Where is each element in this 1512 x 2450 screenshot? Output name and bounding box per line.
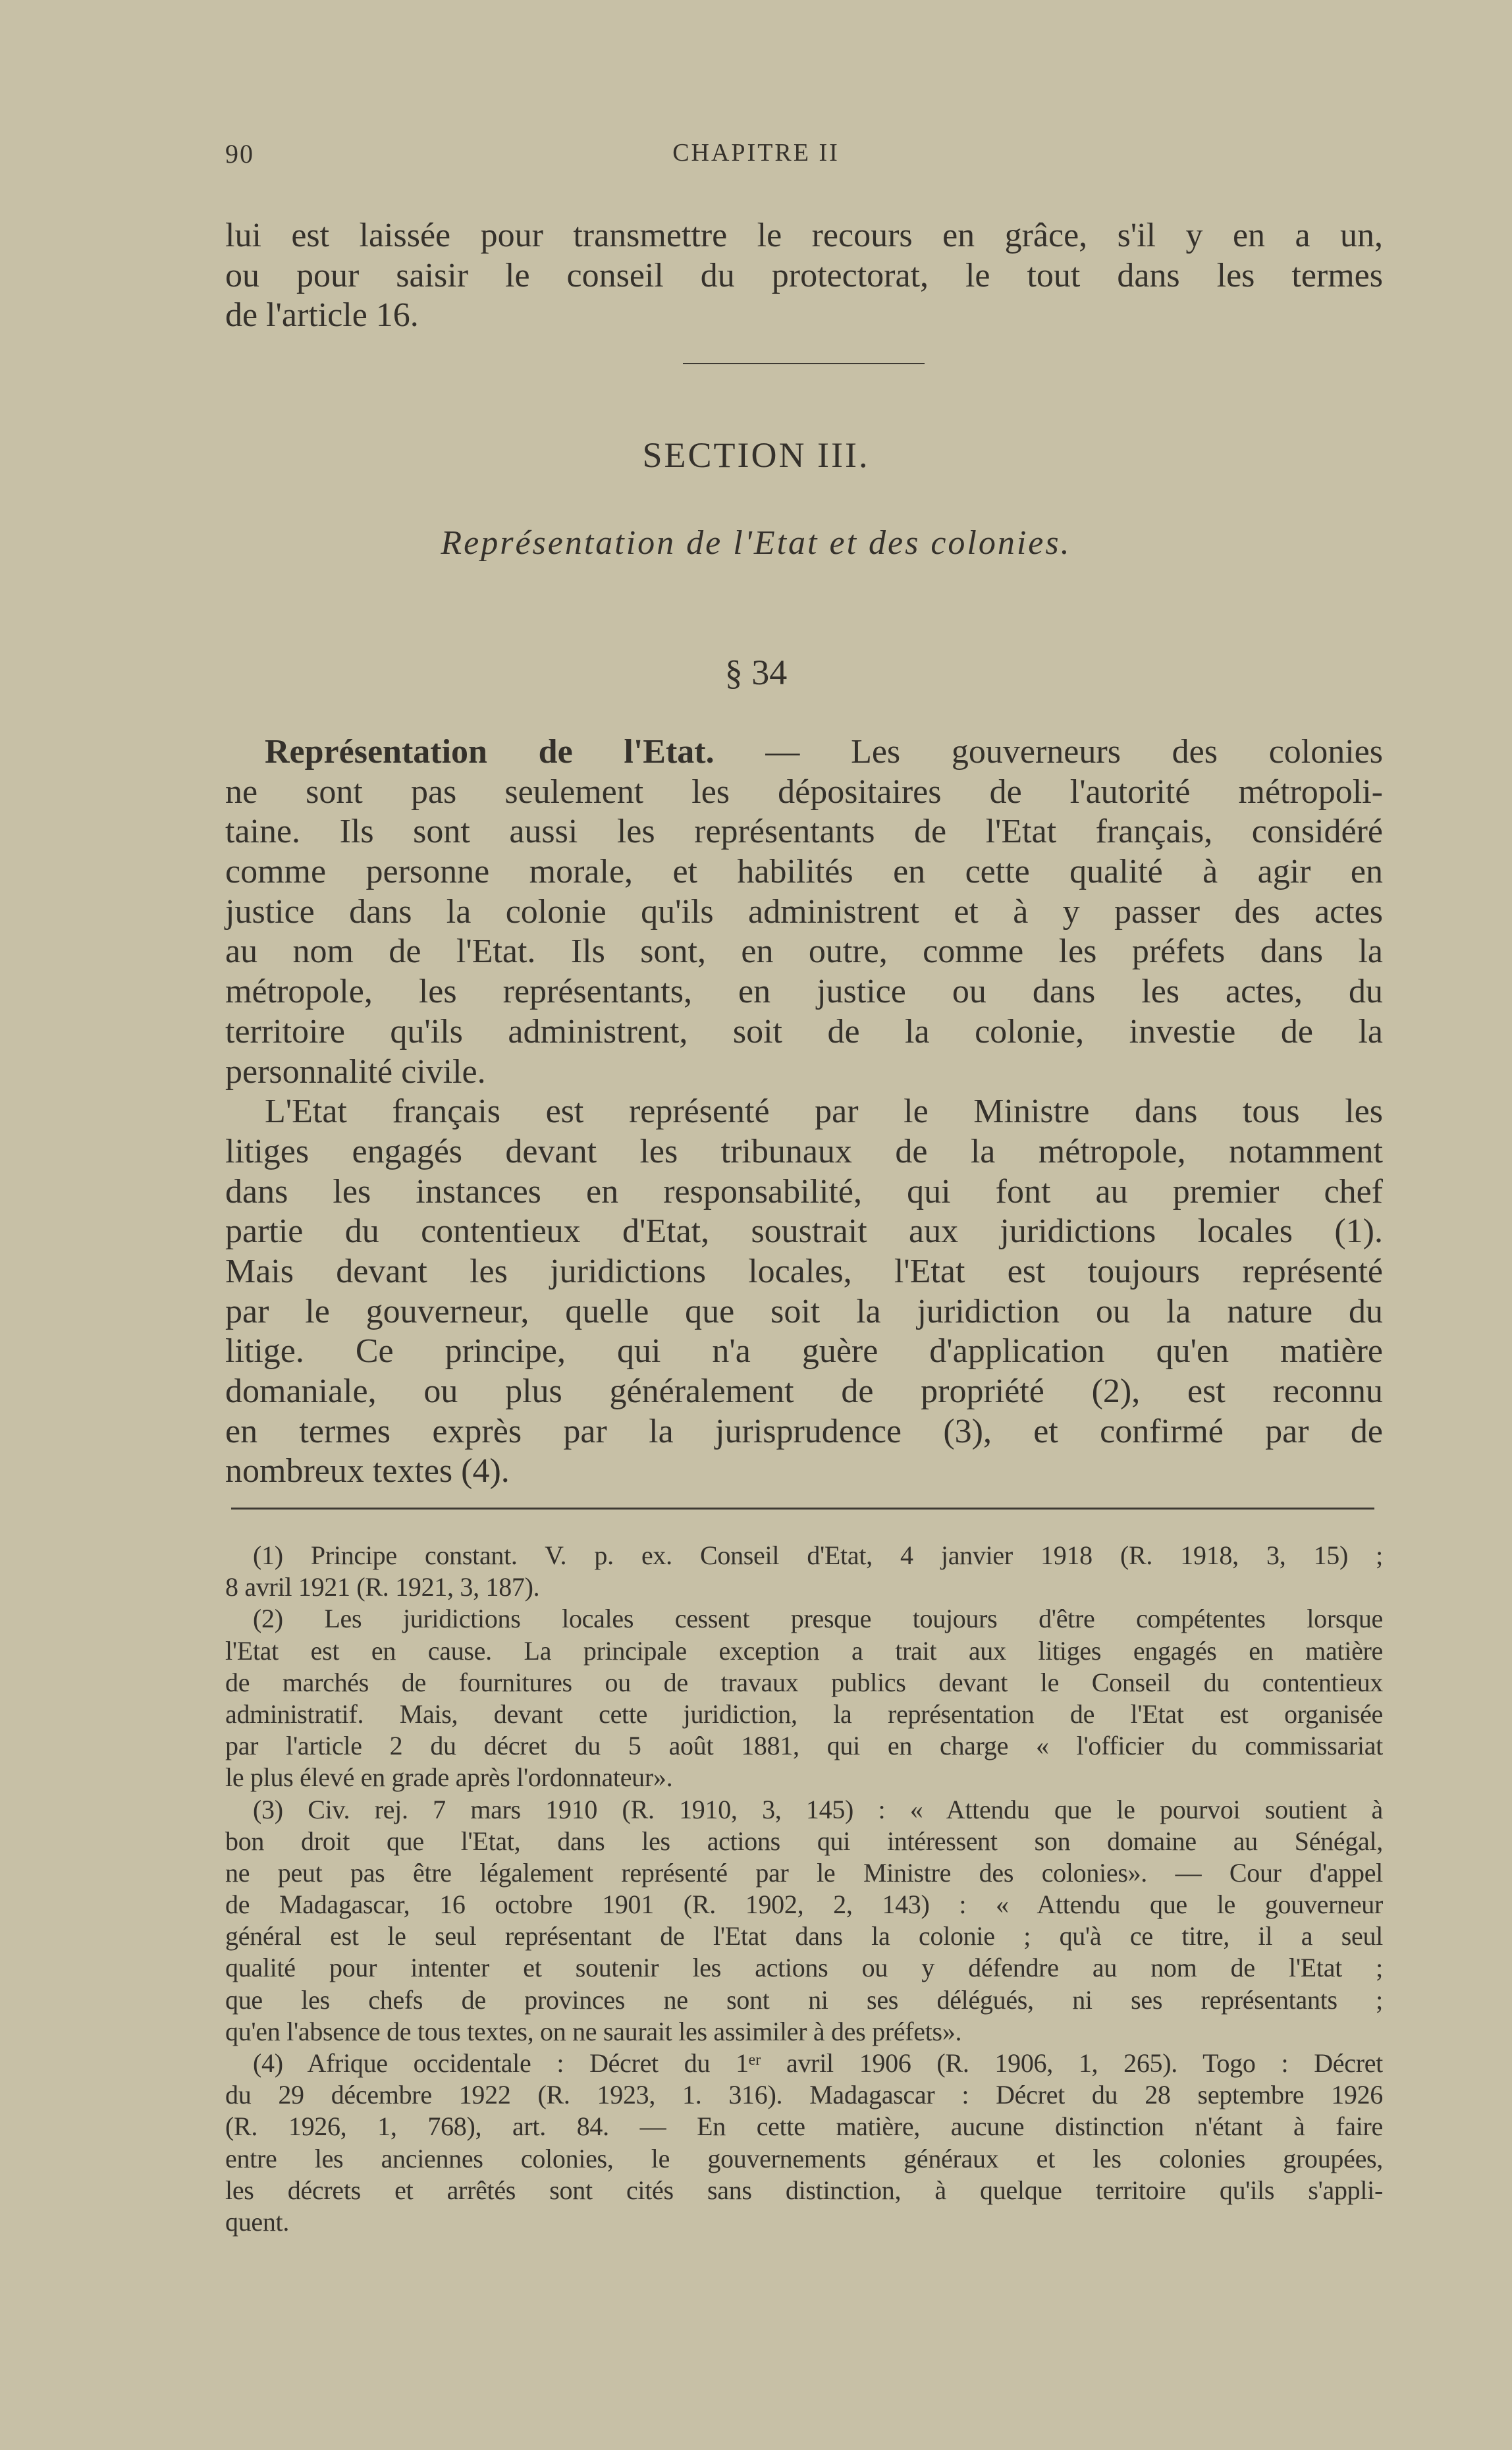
footnote-line: qu'en l'absence de tous textes, on ne saurait les assimiler à des préfets». [225,2016,962,2046]
text-line: Mais devant les juridictions locales, l'Etat est toujours représenté [225,1252,1383,1290]
paragraph-number: § 34 [724,653,788,692]
text-line: de l'article 16. [225,296,419,335]
section-title: SECTION III. [642,435,870,475]
footnote-line: général est le seul représentant de l'Etat dans la colonie ; qu'à ce titre, il a seul [225,1921,1383,1951]
footnote-line: le plus élevé en grade après l'ordonnateur». [225,1762,673,1793]
footnote-line: administratif. Mais, devant cette juridiction, la représentation de l'Etat est organisée [225,1699,1383,1729]
footnote-line: que les chefs de provinces ne sont ni ses délégués, ni ses représentants ; [225,1984,1383,2015]
footnote-line: de marchés de fournitures ou de travaux publics devant le Conseil du contentieux [225,1667,1383,1697]
text-line: en termes exprès par la jurisprudence (3), et confirmé par de [225,1412,1383,1450]
footnote-line: entre les anciennes colonies, le gouvernements généraux et les colonies groupées, [225,2143,1383,2173]
footnote-line: quent. [225,2206,290,2237]
text-line: dans les instances en responsabilité, qui font au premier chef [225,1172,1383,1211]
text-line: au nom de l'Etat. Ils sont, en outre, comme les préfets dans la [225,933,1383,971]
footnote-line: les décrets et arrêtés sont cités sans distinction, à quelque territoire qu'ils s'appli- [225,2175,1383,2205]
text-span: — Les gouverneurs des colonies [765,733,1383,771]
text-line: ou pour saisir le conseil du protectorat, le tout dans les termes [225,256,1383,294]
footnote-line: de Madagascar, 16 octobre 1901 (R. 1902, 2, 143) : « Attendu que le gouverneur [225,1890,1383,1920]
text-line: par le gouverneur, quelle que soit la juridiction ou la nature du [225,1292,1383,1330]
text-line: comme personne morale, et habilités en cette qualité à agir en [225,853,1383,891]
footnote-line: ne peut pas être légalement représenté par le Ministre des colonies». — Cour d'appel [225,1857,1383,1888]
text-line: domaniale, ou plus généralement de propriété (2), est reconnu [225,1373,1383,1410]
footnote-line: (R. 1926, 1, 768), art. 84. — En cette matière, aucune distinction n'étant à faire [225,2111,1383,2142]
text-line: L'Etat français est représenté par le Ministre dans tous les [265,1093,1383,1131]
text-line: nombreux textes (4). [225,1452,510,1490]
footnote-line: par l'article 2 du décret du 5 août 1881, qui en charge « l'officier du commissariat [225,1731,1383,1761]
section-divider [683,363,925,364]
text-line: litiges engagés devant les tribunaux de la métropole, notamment [225,1132,1383,1170]
page-number: 90 [225,139,254,169]
text-line [225,732,1383,773]
footnote-line: (1) Principe constant. V. p. ex. Conseil d'Etat, 4 janvier 1918 (R. 1918, 3, 15) ; [253,1540,1383,1570]
text-line: justice dans la colonie qu'ils administrent et à y passer des actes [225,892,1383,931]
footnote-line: du 29 décembre 1922 (R. 1923, 1. 316). Madagascar : Décret du 28 septembre 1926 [225,2080,1383,2110]
section-subtitle: Représentation de l'Etat et des colonies. [441,524,1071,562]
footnote-line: (2) Les juridictions locales cessent presque toujours d'être compétentes lorsque [253,1604,1383,1634]
footnote-line: (3) Civ. rej. 7 mars 1910 (R. 1910, 3, 145) : « Attendu que le pourvoi soutient à [253,1794,1383,1824]
text-line: personnalité civile. [225,1052,486,1091]
running-header: CHAPITRE II [672,139,840,167]
text-line: taine. Ils sont aussi les représentants de l'Etat français, considéré [225,813,1383,851]
text-line: ne sont pas seulement les dépositaires de l'autorité métropoli- [225,773,1383,811]
text-line: métropole, les représentants, en justice ou dans les actes, du [225,973,1383,1011]
intro-paragraph [225,216,1383,336]
text-line: litige. Ce principe, qui n'a guère d'application qu'en matière [225,1332,1383,1371]
paragraph-heading: Représentation de l'Etat. [265,733,715,771]
main-text [225,732,1383,1492]
footnote-line: 8 avril 1921 (R. 1921, 3, 187). [225,1572,540,1602]
footnote-rule [231,1508,1374,1510]
footnote-line: (4) Afrique occidentale : Décret du 1ᵉʳ avril 1906 (R. 1906, 1, 265). Togo : Décret [253,2048,1383,2078]
footnote-line: bon droit que l'Etat, dans les actions qui intéressent son domaine au Sénégal, [225,1826,1383,1856]
text-line: partie du contentieux d'Etat, soustrait aux juridictions locales (1). [225,1212,1383,1251]
text-line: lui est laissée pour transmettre le recours en grâce, s'il y en a un, [225,217,1383,254]
text-line: territoire qu'ils administrent, soit de la colonie, investie de la [225,1012,1383,1050]
footnotes [225,1540,1383,2238]
footnote-line: qualité pour intenter et soutenir les actions ou y défendre au nom de l'Etat ; [225,1953,1383,1983]
footnote-line: l'Etat est en cause. La principale exception a trait aux litiges engagés en matière [225,1635,1383,1666]
